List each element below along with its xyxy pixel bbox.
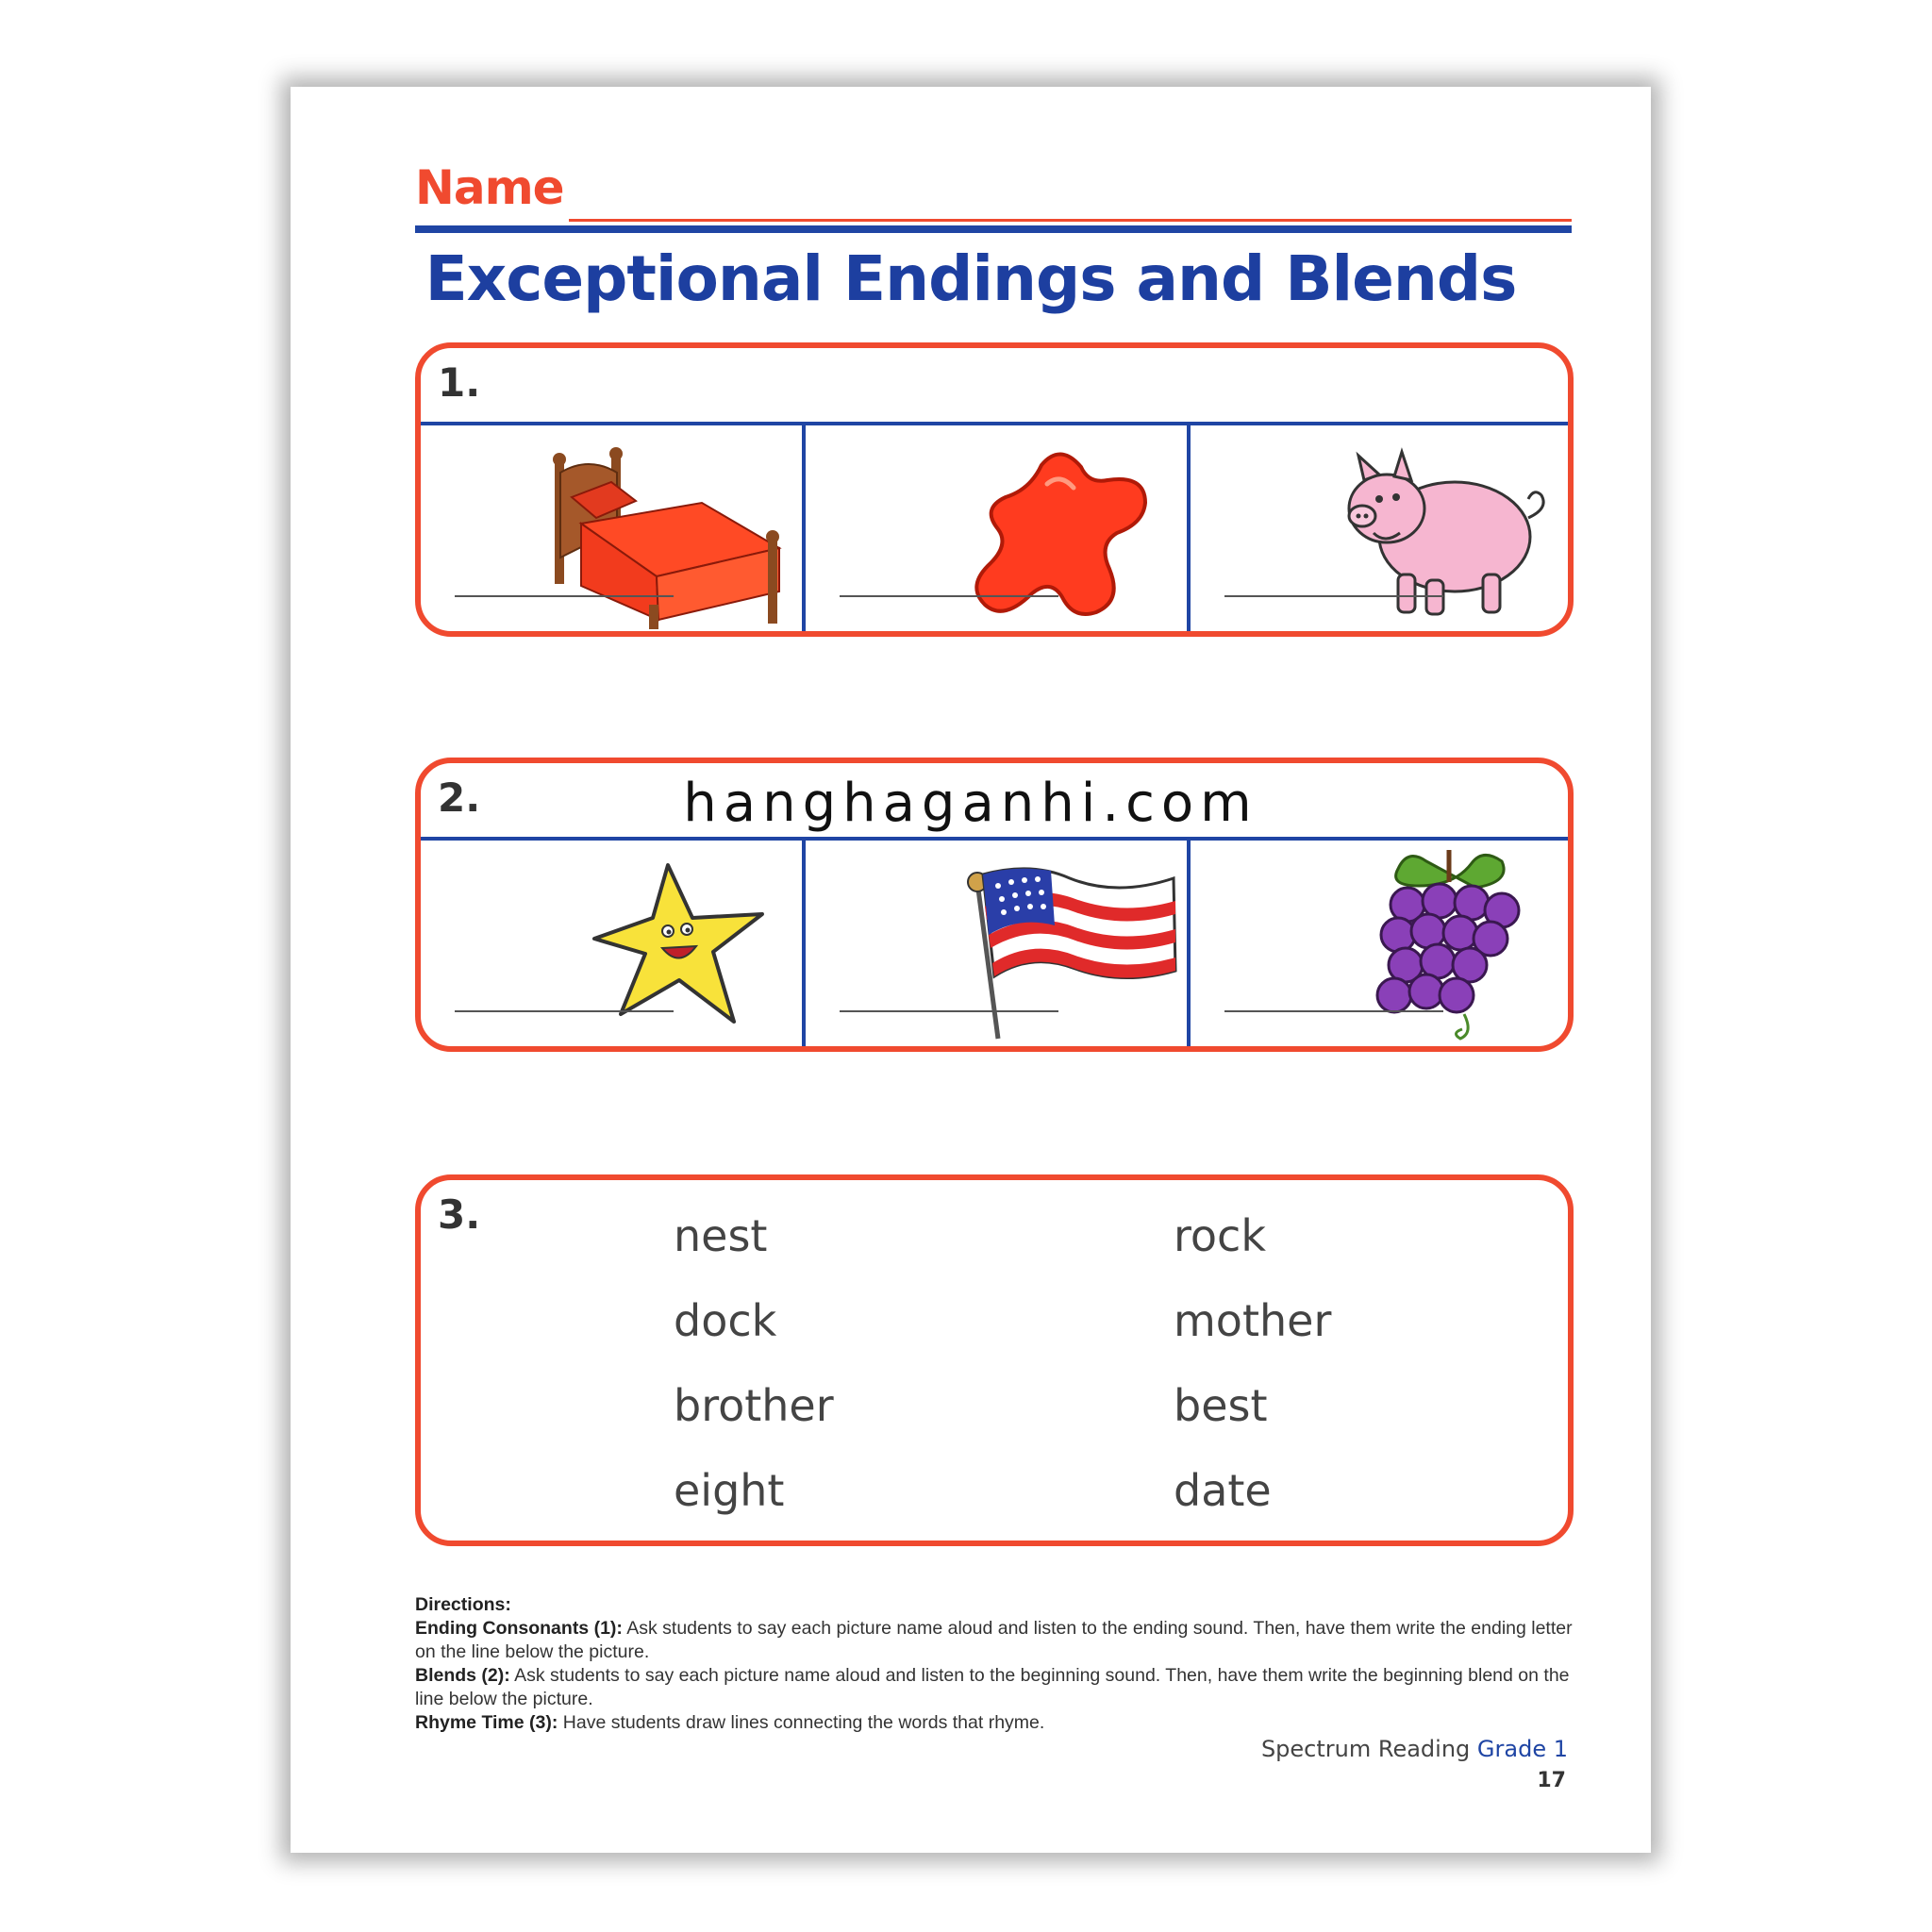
answer-line[interactable] bbox=[840, 1010, 1058, 1012]
rhyme-word-right[interactable]: mother bbox=[1174, 1295, 1332, 1346]
name-write-line[interactable] bbox=[569, 219, 1572, 222]
directions-heading: Directions: bbox=[415, 1594, 511, 1615]
section-1-box bbox=[415, 342, 1574, 637]
page-number: 17 bbox=[1537, 1769, 1566, 1792]
ending-consonants-text: Ask students to say each picture name aloud and listen to the ending sound. Then, have them write the ending letter on the line below the picture. bbox=[415, 1618, 1573, 1662]
footer-grade: Grade 1 bbox=[1476, 1736, 1568, 1762]
ending-consonants-label: Ending Consonants (1): bbox=[415, 1618, 623, 1639]
section-3-box bbox=[415, 1174, 1574, 1546]
footer-brand-name: Spectrum Reading bbox=[1260, 1736, 1471, 1762]
picture-cell-pig bbox=[1191, 425, 1572, 631]
rhyme-time-text: Have students draw lines connecting the words that rhyme. bbox=[562, 1712, 1045, 1733]
blends-label: Blends (2): bbox=[415, 1665, 510, 1686]
section-3-number: 3. bbox=[438, 1191, 481, 1238]
answer-line[interactable] bbox=[1224, 1010, 1443, 1012]
red-splat-icon bbox=[957, 446, 1174, 635]
header-divider bbox=[415, 225, 1572, 233]
answer-line[interactable] bbox=[1224, 595, 1443, 597]
picture-cell-splat bbox=[806, 425, 1187, 631]
rhyme-word-right[interactable]: rock bbox=[1174, 1210, 1266, 1261]
answer-line[interactable] bbox=[455, 595, 674, 597]
answer-line[interactable] bbox=[455, 1010, 674, 1012]
rhyme-word-left[interactable]: dock bbox=[674, 1295, 777, 1346]
answer-line[interactable] bbox=[840, 595, 1058, 597]
footer-brand bbox=[1261, 1736, 1568, 1762]
grapes-icon bbox=[1370, 844, 1530, 1052]
name-label: Name bbox=[415, 160, 564, 215]
rhyme-word-left[interactable]: nest bbox=[674, 1210, 768, 1261]
directions-block bbox=[415, 1593, 1575, 1735]
section-2-number: 2. bbox=[438, 774, 481, 821]
section-1-number: 1. bbox=[438, 359, 481, 406]
watermark-text: hanghaganhi.com bbox=[683, 773, 1258, 834]
rhyme-word-right[interactable]: date bbox=[1174, 1465, 1272, 1516]
american-flag-icon bbox=[957, 854, 1183, 1042]
picture-cell-flag bbox=[806, 841, 1187, 1046]
page-title: Exceptional Endings and Blends bbox=[425, 242, 1517, 315]
rhyme-word-left[interactable]: brother bbox=[674, 1380, 834, 1431]
star-icon bbox=[591, 859, 770, 1029]
blends-text: Ask students to say each picture name aloud and listen to the beginning sound. Then, have them write the beginning blend on the line below the picture. bbox=[415, 1665, 1570, 1709]
worksheet-page bbox=[291, 87, 1651, 1853]
rhyme-word-right[interactable]: best bbox=[1174, 1380, 1268, 1431]
bed-icon bbox=[543, 444, 789, 633]
picture-cell-star bbox=[421, 841, 802, 1046]
picture-cell-grapes bbox=[1191, 841, 1572, 1046]
name-field-row bbox=[415, 160, 1572, 228]
rhyme-time-label: Rhyme Time (3): bbox=[415, 1712, 558, 1733]
pig-icon bbox=[1341, 442, 1558, 631]
picture-cell-bed bbox=[421, 425, 802, 631]
rhyme-word-left[interactable]: eight bbox=[674, 1465, 785, 1516]
